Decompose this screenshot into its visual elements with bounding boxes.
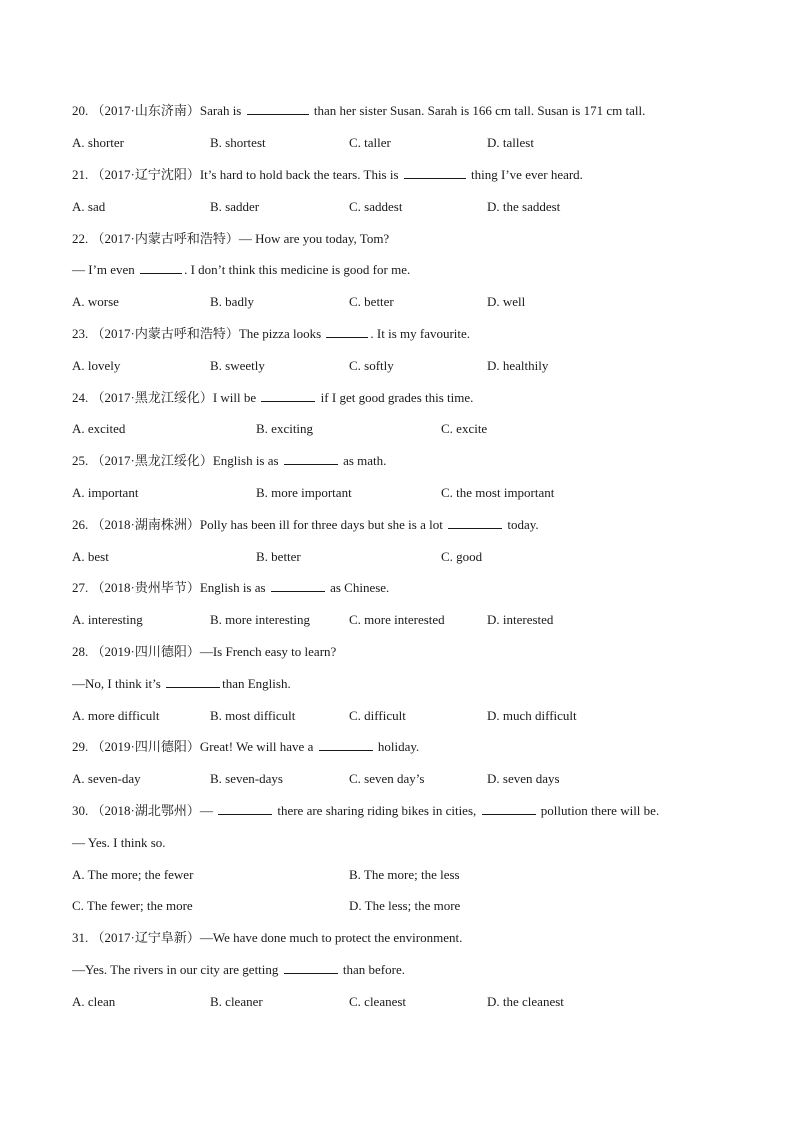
question-text: — I’m even xyxy=(72,262,135,277)
option-a[interactable]: A. excited xyxy=(72,421,126,436)
question-text: today. xyxy=(507,517,539,532)
option-b[interactable]: B. exciting xyxy=(256,421,314,436)
option-b[interactable]: B. more important xyxy=(256,485,352,500)
answer-blank[interactable] xyxy=(218,802,272,815)
answer-blank[interactable] xyxy=(247,102,309,115)
question-text: than before. xyxy=(342,962,405,977)
option-c[interactable]: C. good xyxy=(441,549,483,564)
question-source: （2019·四川德阳） xyxy=(91,739,200,754)
question-text: —Yes. The rivers in our city are getting xyxy=(72,962,279,977)
question-text: . I don’t think this medicine is good for me. xyxy=(184,262,411,277)
question-text: than her sister Susan. Sarah is 166 cm tall. Susan is 171 cm tall. xyxy=(313,103,646,118)
option-c[interactable]: C. the most important xyxy=(441,485,555,500)
question-24 xyxy=(72,389,473,406)
option-c[interactable]: C. softly xyxy=(349,358,394,373)
question-text: Great! We will have a xyxy=(199,739,314,754)
option-d[interactable]: D. the cleanest xyxy=(487,994,564,1009)
option-c[interactable]: C. taller xyxy=(349,135,391,150)
option-c[interactable]: C. difficult xyxy=(349,708,406,723)
question-source: （2017·内蒙古呼和浩特） xyxy=(91,231,239,246)
question-number: 22. xyxy=(72,231,89,246)
question-text: . It is my favourite. xyxy=(370,326,471,341)
option-a[interactable]: A. important xyxy=(72,485,139,500)
option-a[interactable]: A. worse xyxy=(72,294,119,309)
question-number: 21. xyxy=(72,167,89,182)
question-source: （2017·山东济南） xyxy=(91,103,200,118)
question-number: 31. xyxy=(72,930,89,945)
option-b[interactable]: B. The more; the less xyxy=(349,867,460,882)
option-b[interactable]: B. sadder xyxy=(210,199,260,214)
question-number: 29. xyxy=(72,739,89,754)
question-text: — How are you today, Tom? xyxy=(238,231,390,246)
answer-blank[interactable] xyxy=(326,325,368,338)
answer-blank[interactable] xyxy=(271,579,325,592)
question-27 xyxy=(72,579,389,596)
question-31-line-2 xyxy=(72,961,405,978)
question-number: 26. xyxy=(72,517,89,532)
option-b[interactable]: B. more interesting xyxy=(210,612,311,627)
option-c[interactable]: C. The fewer; the more xyxy=(72,898,193,913)
answer-blank[interactable] xyxy=(482,802,536,815)
question-source: （2019·四川德阳） xyxy=(91,644,200,659)
question-text: —No, I think it’s xyxy=(72,676,161,691)
option-d[interactable]: D. healthily xyxy=(487,358,549,373)
question-text: Sarah is xyxy=(199,103,242,118)
option-b[interactable]: B. cleaner xyxy=(210,994,263,1009)
question-number: 20. xyxy=(72,103,89,118)
question-text: — xyxy=(199,803,213,818)
question-28 xyxy=(72,643,336,660)
option-c[interactable]: C. cleanest xyxy=(349,994,407,1009)
question-text: as Chinese. xyxy=(330,580,390,595)
question-29 xyxy=(72,738,419,755)
option-a[interactable]: A. interesting xyxy=(72,612,143,627)
answer-blank[interactable] xyxy=(448,516,502,529)
question-source: （2018·贵州毕节） xyxy=(91,580,200,595)
option-b[interactable]: B. shortest xyxy=(210,135,266,150)
question-number: 28. xyxy=(72,644,89,659)
question-text: than English. xyxy=(222,676,291,691)
question-number: 30. xyxy=(72,803,89,818)
question-text: It’s hard to hold back the tears. This is xyxy=(199,167,399,182)
question-22 xyxy=(72,230,389,247)
question-23 xyxy=(72,325,470,342)
option-b[interactable]: B. seven-days xyxy=(210,771,283,786)
question-number: 23. xyxy=(72,326,89,341)
question-source: （2018·湖北鄂州） xyxy=(91,803,200,818)
question-number: 27. xyxy=(72,580,89,595)
option-c[interactable]: C. excite xyxy=(441,421,488,436)
question-number: 24. xyxy=(72,390,89,405)
question-text: thing I’ve ever heard. xyxy=(471,167,583,182)
question-text: English is as xyxy=(199,580,266,595)
option-b[interactable]: B. better xyxy=(256,549,301,564)
question-21 xyxy=(72,166,583,183)
question-source: （2017·黑龙江绥化） xyxy=(91,453,213,468)
option-a[interactable]: A. more difficult xyxy=(72,708,160,723)
option-c[interactable]: C. more interested xyxy=(349,612,445,627)
answer-blank[interactable] xyxy=(261,389,315,402)
option-a[interactable]: A. lovely xyxy=(72,358,121,373)
option-b[interactable]: B. sweetly xyxy=(210,358,265,373)
option-b[interactable]: B. badly xyxy=(210,294,255,309)
option-d[interactable]: D. the saddest xyxy=(487,199,561,214)
question-text: there are sharing riding bikes in cities, xyxy=(277,803,477,818)
option-a[interactable]: A. best xyxy=(72,549,109,564)
question-20 xyxy=(72,102,645,119)
question-28-line-2 xyxy=(72,675,291,692)
question-text: holiday. xyxy=(377,739,420,754)
question-source: （2017·内蒙古呼和浩特） xyxy=(91,326,239,341)
question-text: I will be xyxy=(212,390,257,405)
question-number: 25. xyxy=(72,453,89,468)
question-text: English is as xyxy=(212,453,279,468)
answer-blank[interactable] xyxy=(140,261,182,274)
question-26 xyxy=(72,516,539,533)
option-d[interactable]: D. much difficult xyxy=(487,708,577,723)
question-text: pollution there will be. xyxy=(540,803,660,818)
option-a[interactable]: A. The more; the fewer xyxy=(72,867,194,882)
option-a[interactable]: A. seven-day xyxy=(72,771,141,786)
question-text: Polly has been ill for three days but she is a lot xyxy=(199,517,443,532)
question-25 xyxy=(72,452,386,469)
option-c[interactable]: C. better xyxy=(349,294,394,309)
option-d[interactable]: D. The less; the more xyxy=(349,898,461,913)
question-30-line-2: — Yes. I think so. xyxy=(72,835,166,850)
option-a[interactable]: A. clean xyxy=(72,994,116,1009)
question-source: （2018·湖南株洲） xyxy=(91,517,200,532)
option-d[interactable]: D. seven days xyxy=(487,771,560,786)
option-d[interactable]: D. interested xyxy=(487,612,554,627)
question-source: （2017·黑龙江绥化） xyxy=(91,390,213,405)
question-text: The pizza looks xyxy=(238,326,322,341)
option-d[interactable]: D. tallest xyxy=(487,135,534,150)
answer-blank[interactable] xyxy=(319,738,373,751)
option-a[interactable]: A. shorter xyxy=(72,135,124,150)
option-a[interactable]: A. sad xyxy=(72,199,106,214)
question-text: —Is French easy to learn? xyxy=(199,644,337,659)
option-c[interactable]: C. seven day’s xyxy=(349,771,425,786)
question-text: —We have done much to protect the environment. xyxy=(199,930,463,945)
option-d[interactable]: D. well xyxy=(487,294,526,309)
question-text: if I get good grades this time. xyxy=(320,390,474,405)
answer-blank[interactable] xyxy=(404,166,466,179)
answer-blank[interactable] xyxy=(166,675,220,688)
question-30 xyxy=(72,802,659,819)
question-31 xyxy=(72,929,462,946)
question-text: as math. xyxy=(343,453,387,468)
option-c[interactable]: C. saddest xyxy=(349,199,403,214)
answer-blank[interactable] xyxy=(284,961,338,974)
question-source: （2017·辽宁阜新） xyxy=(91,930,200,945)
option-b[interactable]: B. most difficult xyxy=(210,708,296,723)
question-source: （2017·辽宁沈阳） xyxy=(91,167,200,182)
answer-blank[interactable] xyxy=(284,452,338,465)
question-22-line-2 xyxy=(72,261,410,278)
